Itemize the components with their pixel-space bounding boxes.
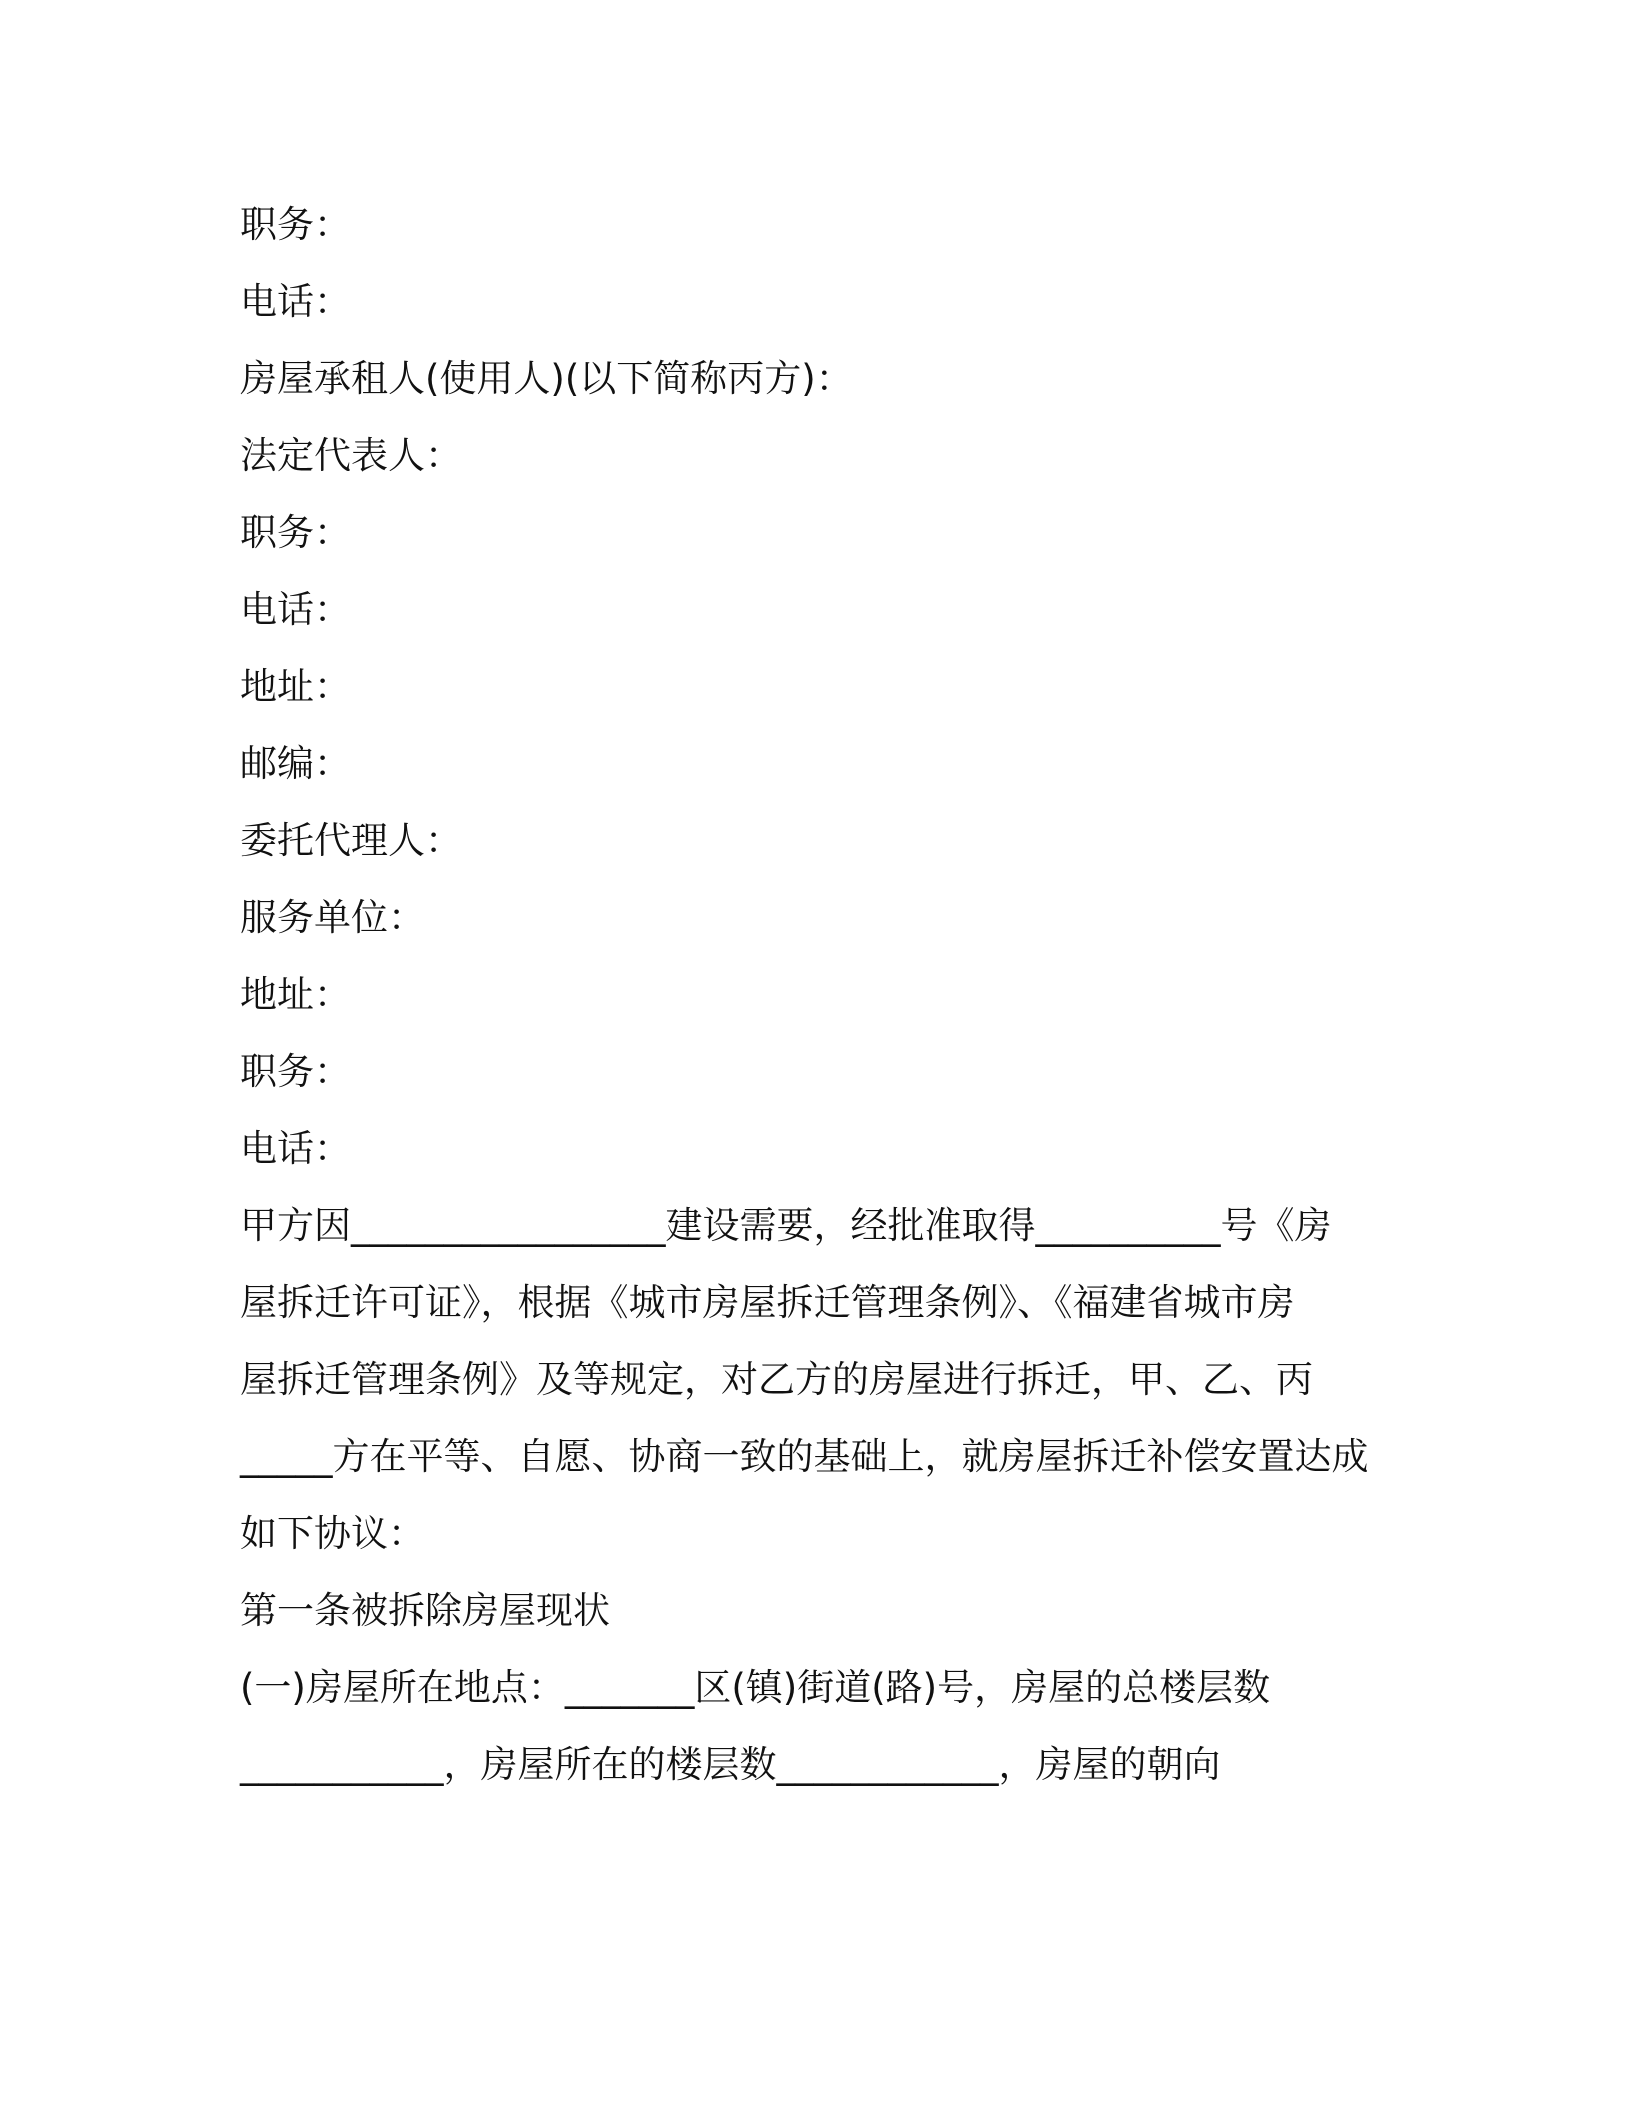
paragraph-line: 甲方因_________________建设需要，经批准取得__________号《房 [240,1204,1332,1247]
field-position-2: 职务： [240,511,351,554]
field-address-1: 地址： [240,665,351,708]
article-title: 第一条被拆除房屋现状 [240,1589,610,1632]
document-body [240,186,1420,1803]
paragraph-line: 屋拆迁许可证》，根据《城市房屋拆迁管理条例》、《福建省城市房 [240,1281,1295,1324]
field-position-1: 职务： [240,203,351,246]
paragraph-line: _____方在平等、自愿、协商一致的基础上，就房屋拆迁补偿安置达成 [240,1435,1369,1478]
field-address-2: 地址： [240,973,351,1016]
field-phone-3: 电话： [240,1127,351,1170]
field-phone-1: 电话： [240,280,351,323]
field-employer: 服务单位： [240,896,425,939]
field-tenant: 房屋承租人(使用人)(以下简称丙方)： [240,357,853,400]
paragraph-line: 屋拆迁管理条例》及等规定，对乙方的房屋进行拆迁，甲、乙、丙 [240,1358,1313,1401]
field-legal-representative: 法定代表人： [240,434,462,477]
field-position-3: 职务： [240,1050,351,1093]
article-line: (一)房屋所在地点：_______区(镇)街道(路)号，房屋的总楼层数 [240,1666,1271,1709]
field-postcode: 邮编： [240,742,351,785]
paragraph-line: 如下协议： [240,1512,425,1555]
article-line: ___________，房屋所在的楼层数____________，房屋的朝向 [240,1743,1221,1786]
field-agent: 委托代理人： [240,819,462,862]
field-phone-2: 电话： [240,588,351,631]
